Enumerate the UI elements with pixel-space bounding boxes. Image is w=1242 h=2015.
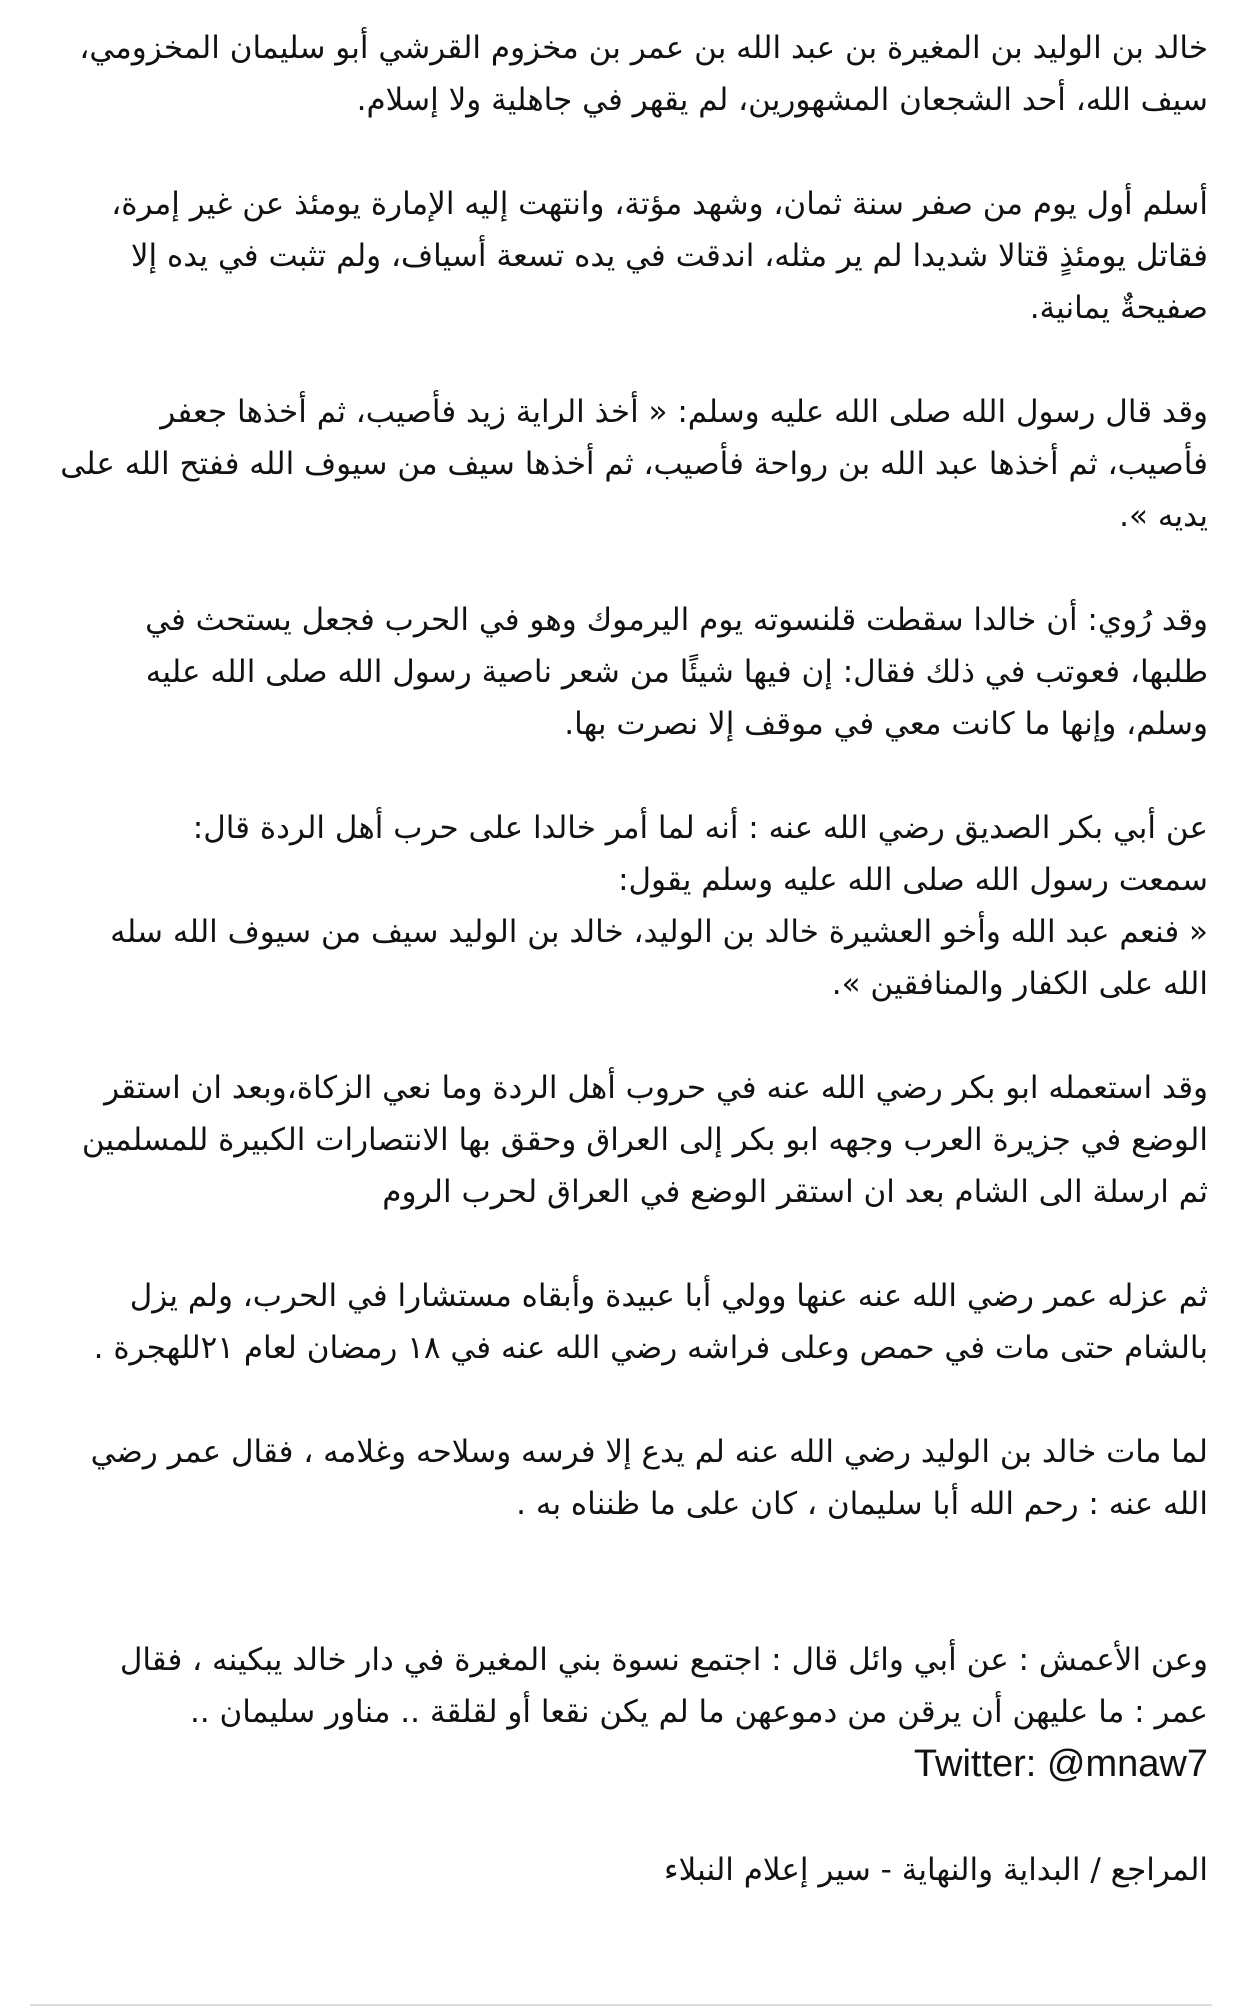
paragraph-ridda-wars: وقد استعمله ابو بكر رضي الله عنه في حروب أهل الردة وما نعي الزكاة،وبعد ان استقر الوضع في جزيرة العرب وجهه ابو بكر إلى العراق وحقق بها الانتصارات الكبيرة للمسلمين ثم ارسلة الى الشام بعد ان استقر الوضع في العراق لحرب الروم <box>81 1070 1208 1210</box>
twitter-handle[interactable]: Twitter: @mnaw7 <box>913 1743 1208 1785</box>
closing-text: وعن الأعمش : عن أبي وائل قال : اجتمع نسوة بني المغيرة في دار خالد يبكينه ، فقال عمر : ما عليهن أن يرقن من دموعهن ما لم يكن نقعا أو لقلقة .. مناور سليمان .. <box>119 1642 1208 1730</box>
paragraph-cap-yarmouk: وقد رُوي: أن خالدا سقطت قلنسوته يوم اليرموك وهو في الحرب فجعل يستحث في طلبها، فعوتب في ذلك فقال: إن فيها شيئًا من شعر ناصية رسول الله صلى الله عليه وسلم، وإنها ما كانت معي في موقف إلا نصرت بها. <box>145 602 1208 742</box>
paragraph-dismissal-death: ثم عزله عمر رضي الله عنه عنها وولي أبا عبيدة وأبقاه مستشارا في الحرب، ولم يزل بالشام حتى مات في حمص وعلى فراشه رضي الله عنه في ١٨ رمضان لعام ٢١للهجرة . <box>93 1278 1208 1366</box>
paragraph-islam: أسلم أول يوم من صفر سنة ثمان، وشهد مؤتة، وانتهت إليه الإمارة يومئذ عن غير إمرة، فقاتل يومئذٍ قتالا شديدا لم ير مثله، اندقت في يده تسعة أسياف، ولم تثبت في يده إلا صفيحةٌ يمانية. <box>111 186 1208 326</box>
bottom-divider <box>30 2004 1212 2006</box>
paragraph-umar-mercy: لما مات خالد بن الوليد رضي الله عنه لم يدع إلا فرسه وسلاحه وغلامه ، فقال عمر رضي الله عنه : رحم الله أبا سليمان ، كان على ما ظنناه به . <box>90 1434 1208 1522</box>
paragraph-intro: خالد بن الوليد بن المغيرة بن عبد الله بن عمر بن مخزوم القرشي أبو سليمان المخزومي، سيف الله، أحد الشجعان المشهورين، لم يقهر في جاهلية ولا إسلام. <box>79 30 1208 118</box>
paragraph-hadith-mutah: وقد قال رسول الله صلى الله عليه وسلم: « أخذ الراية زيد فأصيب، ثم أخذها جعفر فأصيب، ثم أخذها عبد الله بن رواحة فأصيب، ثم أخذها سيف من سيوف الله ففتح الله على يديه ». <box>60 394 1208 534</box>
paragraph-closing <box>60 1582 1208 1792</box>
references: المراجع / البداية والنهاية - سير إعلام النبلاء <box>664 1852 1208 1888</box>
paragraph-abu-bakr-hadith: عن أبي بكر الصديق رضي الله عنه : أنه لما أمر خالدا على حرب أهل الردة قال: سمعت رسول الله صلى الله عليه وسلم يقول: « فنعم عبد الله وأخو العشيرة خالد بن الوليد، خالد بن الوليد سيف من سيوف الله سله الله على الكفار والمنافقين ». <box>110 810 1208 1002</box>
